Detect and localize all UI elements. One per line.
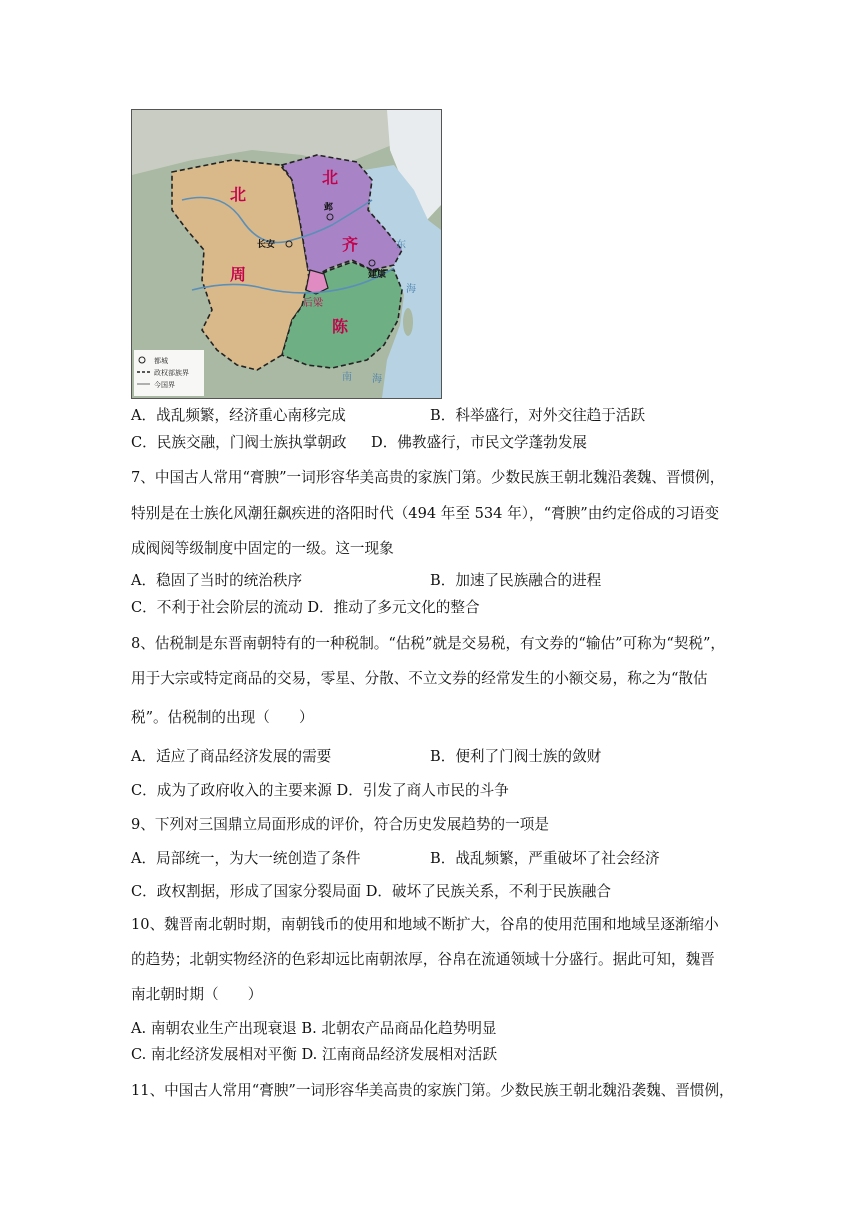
q8-option-a: A．适应了商品经济发展的需要 [131, 748, 332, 765]
label-hai-2: 海 [372, 374, 382, 385]
q7-stem-line-1: 7、中国古人常用“膏腴”一词形容华美高贵的家族门第。少数民族王朝北魏沿袭魏、晋惯例， [131, 469, 725, 486]
q9-option-a: A．局部统一，为大一统创造了条件 [131, 850, 361, 867]
q8-stem-line-3: 税”。估税制的出现（ ） [131, 709, 314, 726]
label-dong: 东 [396, 240, 406, 251]
q7-option-b: B．加速了民族融合的进程 [430, 572, 602, 589]
label-jiankang: 建康 [368, 270, 387, 280]
q7-option-cd: C．不利于社会阶层的流动 D．推动了多元文化的整合 [131, 599, 480, 616]
q10-stem-line-1: 10、魏晋南北朝时期，南朝钱币的使用和地域不断扩大，谷帛的使用范围和地域呈逐渐缩小 [131, 916, 719, 933]
label-bei-qi-2: 齐 [342, 235, 359, 254]
q10-option-cd: C. 南北经济发展相对平衡 D. 江南商品经济发展相对活跃 [131, 1046, 498, 1063]
q9-stem: 9、下列对三国鼎立局面形成的评价，符合历史发展趋势的一项是 [131, 816, 549, 833]
q8-option-b: B．便利了门阀士族的敛财 [430, 748, 602, 765]
label-hai: 海 [406, 284, 416, 295]
q6-option-b: B．科举盛行，对外交往趋于活跃 [430, 407, 646, 424]
historical-map [131, 109, 442, 399]
q10-stem-line-3: 南北朝时期（ ） [131, 986, 263, 1003]
map-taiwan [403, 308, 413, 336]
label-chen: 陈 [332, 317, 349, 336]
label-houliang: 后梁 [303, 298, 323, 309]
q7-option-a: A．稳固了当时的统治秩序 [131, 572, 303, 589]
label-bei-zhou-2: 周 [230, 265, 247, 284]
q8-stem-line-2: 用于大宗或特定商品的交易，零星、分散、不立文券的经常发生的小额交易，称之为“散估 [131, 670, 708, 687]
label-nan: 南 [342, 372, 352, 383]
q8-option-cd: C．成为了政府收入的主要来源 D．引发了商人市民的斗争 [131, 782, 509, 799]
q10-option-ab: A. 南朝农业生产出现衰退 B. 北朝农产品商品化趋势明显 [131, 1020, 497, 1037]
label-changan: 长安 [257, 240, 276, 250]
label-ye: 邺 [324, 203, 334, 213]
q6-option-a: A．战乱频繁，经济重心南移完成 [131, 407, 346, 424]
q6-option-d: D．佛教盛行，市民文学蓬勃发展 [371, 434, 588, 451]
q7-stem-line-2: 特别是在士族化风潮狂飙疾进的洛阳时代（494 年至 534 年），“膏腴”由约定俗成的习语变 [131, 505, 720, 522]
q8-stem-line-1: 8、估税制是东晋南朝特有的一种税制。“估税”就是交易税，有文券的“输估”可称为“契税”， [131, 635, 726, 652]
q10-stem-line-2: 的趋势；北朝实物经济的色彩却远比南朝浓厚，谷帛在流通领域十分盛行。据此可知，魏晋 [131, 951, 715, 968]
legend-capital: 都城 [154, 357, 168, 365]
label-bei-qi-1: 北 [322, 168, 339, 187]
legend-border: 政权部族界 [154, 369, 189, 377]
legend-modern: 今国界 [154, 381, 175, 389]
q11-stem-line-1: 11、中国古人常用“膏腴”一词形容华美高贵的家族门第。少数民族王朝北魏沿袭魏、晋惯例， [131, 1082, 734, 1099]
q7-stem-line-3: 成阀阅等级制度中固定的一级。这一现象 [131, 540, 394, 557]
label-bei-zhou-1: 北 [230, 185, 247, 204]
q6-option-c: C．民族交融，门阀士族执掌朝政 [131, 434, 347, 451]
q9-option-b: B．战乱频繁，严重破坏了社会经济 [430, 850, 660, 867]
map-graphic [132, 110, 441, 398]
q9-option-cd: C．政权割据，形成了国家分裂局面 D．破坏了民族关系，不利于民族融合 [131, 883, 611, 900]
